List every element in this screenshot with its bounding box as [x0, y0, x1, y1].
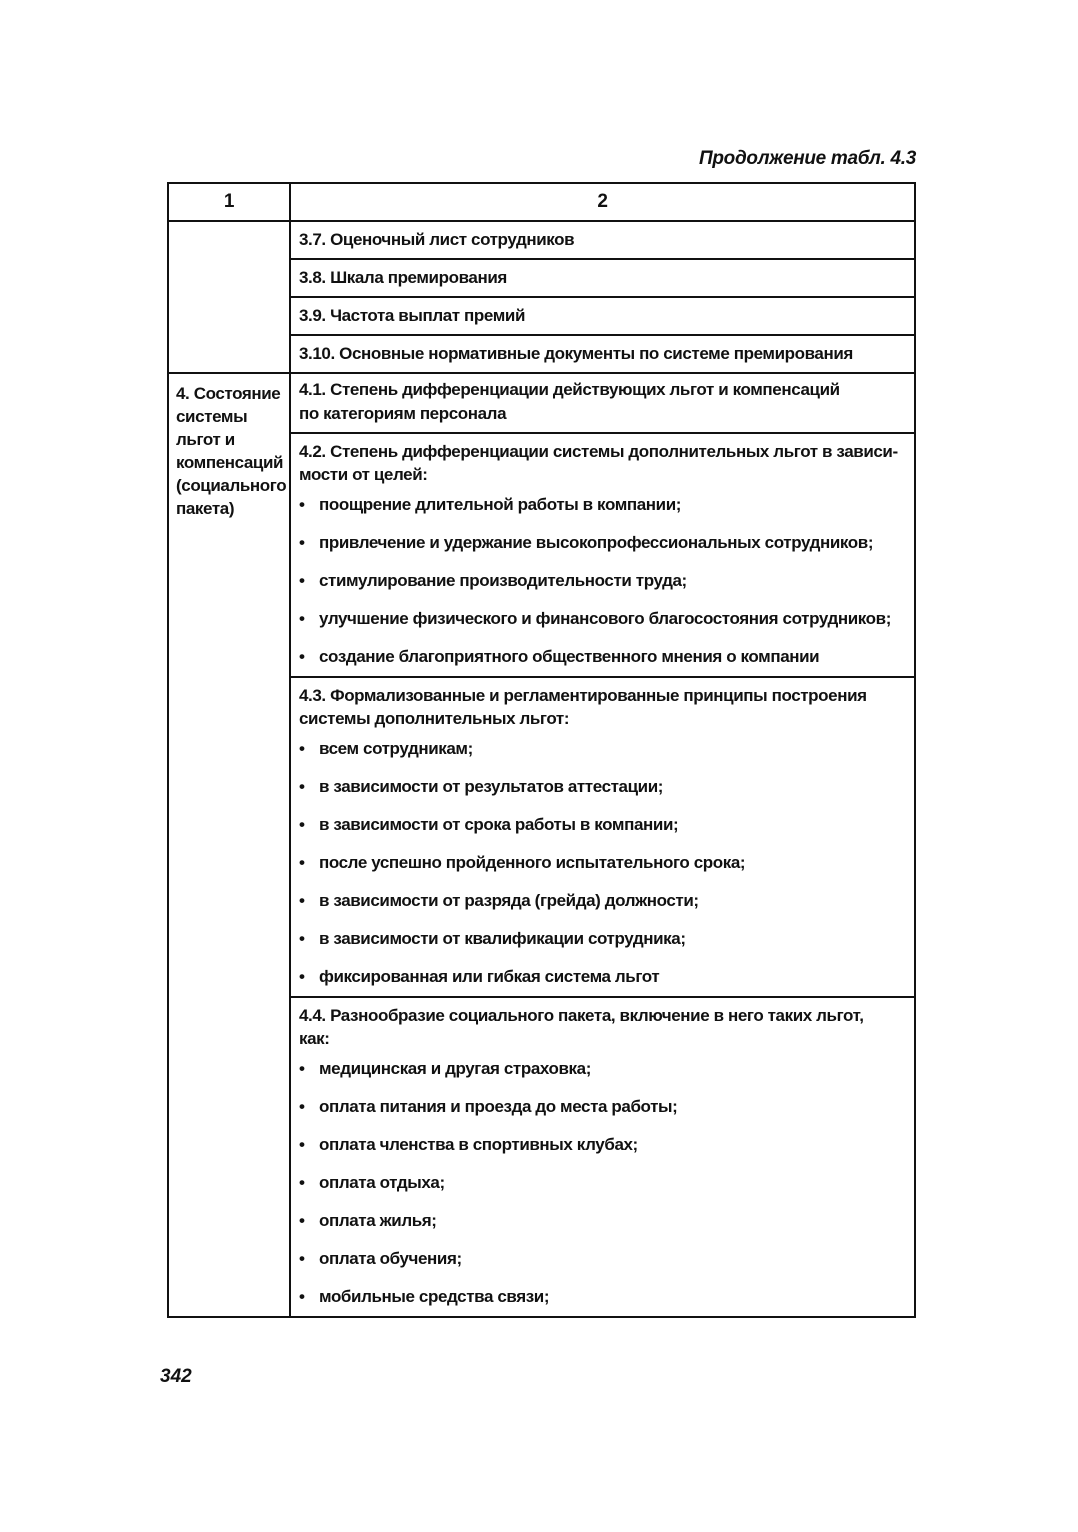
item-4-2-bullet-list — [291, 486, 914, 676]
bullet-icon: • — [299, 1059, 305, 1078]
bullet-icon: • — [299, 533, 305, 552]
category-line: компенсаций — [176, 453, 284, 472]
item-4-1-line: 4.1. Степень дифференциации действующих льгот и компенсаций — [299, 380, 840, 399]
header-col-2: 2 — [290, 183, 915, 221]
page-number: 342 — [160, 1366, 192, 1387]
category-line: льгот и — [176, 430, 235, 449]
category-line: системы — [176, 407, 248, 426]
bullet-icon: • — [299, 495, 305, 514]
bullet-icon: • — [299, 647, 305, 666]
list-item: • в зависимости от квалификации сотрудника; — [291, 920, 914, 958]
bullet-icon: • — [299, 929, 305, 948]
item-4-4-bullet-list — [291, 1050, 914, 1316]
table-row — [168, 221, 915, 259]
item-4-3-title-line: 4.3. Формализованные и регламентированные принципы построения — [299, 686, 867, 705]
item-4-3 — [290, 677, 915, 997]
list-item: • медицинская и другая страховка; — [291, 1050, 914, 1088]
list-item: • оплата питания и проезда до места работы; — [291, 1088, 914, 1126]
bullet-icon: • — [299, 739, 305, 758]
list-item: • привлечение и удержание высокопрофессиональных сотрудников; — [291, 524, 914, 562]
bullet-icon: • — [299, 1211, 305, 1230]
list-item: • оплата жилья; — [291, 1202, 914, 1240]
list-item: • оплата членства в спортивных клубах; — [291, 1126, 914, 1164]
item-3-10: 3.10. Основные нормативные документы по системе премирования — [290, 335, 915, 373]
bullet-icon: • — [299, 967, 305, 986]
list-item: • фиксированная или гибкая система льгот — [291, 958, 914, 996]
list-item: • мобильные средства связи; — [291, 1278, 914, 1316]
list-item: • оплата обучения; — [291, 1240, 914, 1278]
item-4-3-title-line: системы дополнительных льгот: — [299, 709, 570, 728]
list-item: • стимулирование производительности труда; — [291, 562, 914, 600]
item-4-1 — [290, 373, 915, 433]
item-4-4 — [290, 997, 915, 1317]
header-col-1: 1 — [168, 183, 290, 221]
item-4-1-line: по категориям персонала — [299, 404, 507, 423]
bullet-icon: • — [299, 853, 305, 872]
bullet-icon: • — [299, 815, 305, 834]
bullet-icon: • — [299, 891, 305, 910]
item-3-7: 3.7. Оценочный лист сотрудников — [290, 221, 915, 259]
list-item: • улучшение физического и финансового благосостояния сотрудников; — [291, 600, 914, 638]
item-4-2 — [290, 433, 915, 677]
list-item: • всем сотрудникам; — [291, 730, 914, 768]
item-4-3-bullet-list — [291, 730, 914, 996]
category-line: пакета) — [176, 499, 235, 518]
category-line: 4. Состояние — [176, 384, 281, 403]
item-3-9: 3.9. Частота выплат премий — [290, 297, 915, 335]
bullet-icon: • — [299, 1249, 305, 1268]
bullet-icon: • — [299, 609, 305, 628]
list-item: • в зависимости от разряда (грейда) должности; — [291, 882, 914, 920]
bullet-icon: • — [299, 1173, 305, 1192]
item-4-4-title-line: 4.4. Разнообразие социального пакета, включение в него таких льгот, — [299, 1006, 864, 1025]
table-row — [168, 373, 915, 433]
list-item: • создание благоприятного общественного мнения о компании — [291, 638, 914, 676]
bullet-icon: • — [299, 1287, 305, 1306]
section3-category-cell — [168, 221, 290, 373]
list-item: • в зависимости от результатов аттестации; — [291, 768, 914, 806]
table-header-row — [168, 183, 915, 221]
list-item: • оплата отдыха; — [291, 1164, 914, 1202]
category-line: (социального — [176, 476, 287, 495]
item-4-2-title-line: 4.2. Степень дифференциации системы дополнительных льгот в зависи- — [299, 442, 898, 461]
table-continuation-caption: Продолжение табл. 4.3 — [699, 148, 916, 169]
section4-category-cell — [168, 373, 290, 1317]
list-item: • поощрение длительной работы в компании; — [291, 486, 914, 524]
bullet-icon: • — [299, 1097, 305, 1116]
benefits-table — [167, 182, 916, 1318]
list-item: • в зависимости от срока работы в компании; — [291, 806, 914, 844]
item-4-4-title-line: как: — [299, 1029, 330, 1048]
bullet-icon: • — [299, 777, 305, 796]
bullet-icon: • — [299, 571, 305, 590]
item-4-2-title-line: мости от целей: — [299, 465, 428, 484]
bullet-icon: • — [299, 1135, 305, 1154]
item-3-8: 3.8. Шкала премирования — [290, 259, 915, 297]
list-item: • после успешно пройденного испытательного срока; — [291, 844, 914, 882]
